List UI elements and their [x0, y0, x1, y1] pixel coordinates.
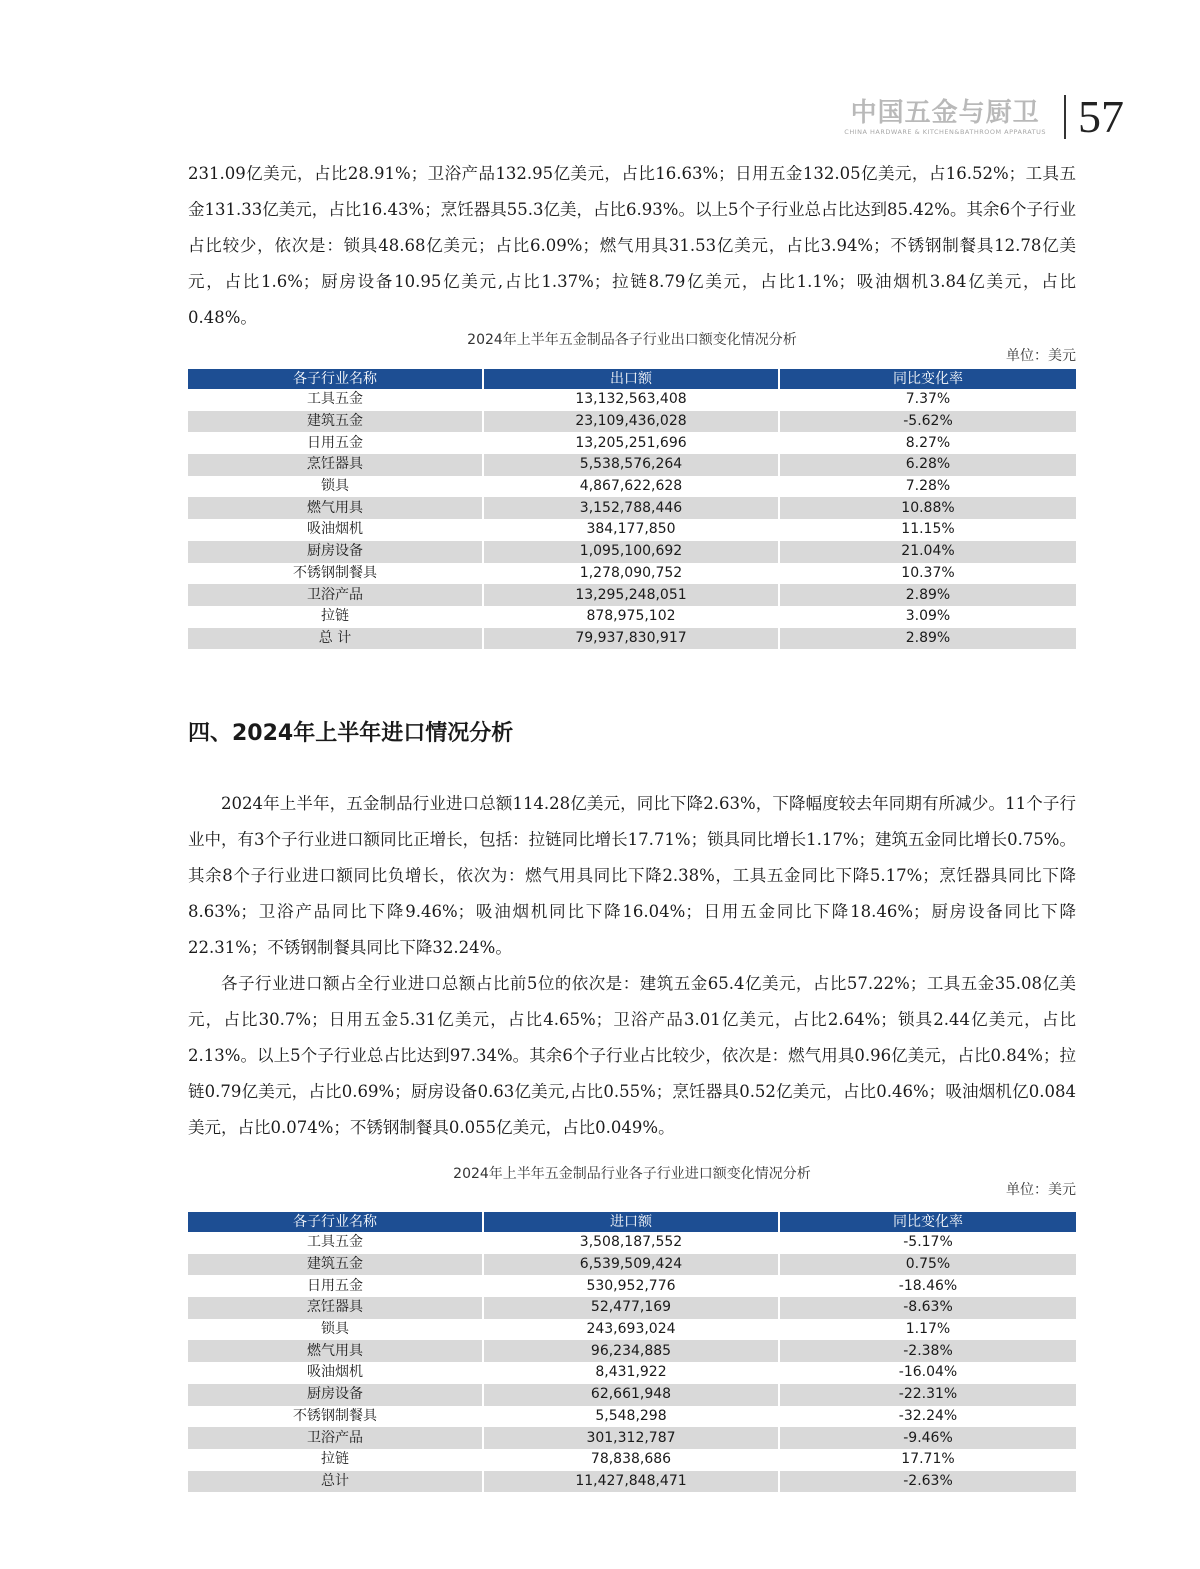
- table-cell: 燃气用具: [188, 497, 484, 519]
- table-cell: 1,278,090,752: [484, 563, 780, 585]
- page-number: 57: [1078, 91, 1124, 142]
- table-header-row: [188, 369, 1076, 389]
- table-cell: 5,548,298: [484, 1406, 780, 1428]
- table-cell: 5,538,576,264: [484, 454, 780, 476]
- table-cell: 17.71%: [780, 1449, 1076, 1471]
- table-cell: 11,427,848,471: [484, 1471, 780, 1493]
- table-cell: -8.63%: [780, 1297, 1076, 1319]
- table-cell: 1,095,100,692: [484, 541, 780, 563]
- table-cell: 建筑五金: [188, 1254, 484, 1276]
- table-cell: 96,234,885: [484, 1340, 780, 1362]
- table-cell: -2.38%: [780, 1340, 1076, 1362]
- table-row: [188, 1254, 1076, 1276]
- table-row: [188, 563, 1076, 585]
- import-table-unit: 单位：美元: [1006, 1182, 1076, 1198]
- paragraph-import-overview: 2024年上半年，五金制品行业进口总额114.28亿美元，同比下降2.63%，下降幅度较去年同期有所减少。11个子行业中，有3个子行业进口额同比正增长，包括：拉链同比增长17.71%；锁具同比增长1.17%；建筑五金同比增长0.75%。其余8个子行业进口额同比负增长，依次为：燃气用具同比下降2.38%，工具五金同比下降5.17%；烹饪器具同比下降8.63%；卫浴产品同比下降9.46%；吸油烟机同比下降16.04%；日用五金同比下降18.46%；厨房设备同比下降22.31%；不锈钢制餐具同比下降32.24%。: [188, 794, 1076, 957]
- table-total-row: [188, 1471, 1076, 1493]
- table-cell: 10.37%: [780, 563, 1076, 585]
- table-cell: 62,661,948: [484, 1384, 780, 1406]
- table-cell: 7.28%: [780, 476, 1076, 498]
- table-row: [188, 584, 1076, 606]
- column-header: 出口额: [484, 369, 780, 389]
- table-cell: 烹饪器具: [188, 1297, 484, 1319]
- table-cell: 6.28%: [780, 454, 1076, 476]
- table-cell: 不锈钢制餐具: [188, 1406, 484, 1428]
- table-cell: 烹饪器具: [188, 454, 484, 476]
- table-cell: 384,177,850: [484, 519, 780, 541]
- table-cell: 锁具: [188, 476, 484, 498]
- table-cell: 吸油烟机: [188, 1362, 484, 1384]
- export-table: [188, 369, 1076, 649]
- logo-subtitle: CHINA HARDWARE & KITCHEN&BATHROOM APPARATUS: [844, 127, 1046, 136]
- table-cell: -22.31%: [780, 1384, 1076, 1406]
- table-row: [188, 1406, 1076, 1428]
- table-row: [188, 432, 1076, 454]
- table-row: [188, 497, 1076, 519]
- column-header: 进口额: [484, 1212, 780, 1232]
- table-header-row: [188, 1212, 1076, 1232]
- header-divider: [1064, 95, 1066, 139]
- column-header: 同比变化率: [780, 369, 1076, 389]
- section-title: 四、2024年上半年进口情况分析: [188, 721, 514, 746]
- table-cell: 13,132,563,408: [484, 389, 780, 411]
- table-cell: 拉链: [188, 606, 484, 628]
- table-cell: 燃气用具: [188, 1340, 484, 1362]
- table-row: [188, 1319, 1076, 1341]
- import-table: [188, 1212, 1076, 1492]
- table-cell: 2.89%: [780, 584, 1076, 606]
- table-row: [188, 1275, 1076, 1297]
- table-cell: 厨房设备: [188, 1384, 484, 1406]
- table-row: [188, 1340, 1076, 1362]
- export-table-title: 2024年上半年五金制品各子行业出口额变化情况分析: [467, 332, 797, 348]
- table-cell: 3,152,788,446: [484, 497, 780, 519]
- table-cell: 总 计: [188, 628, 484, 650]
- table-cell: 8,431,922: [484, 1362, 780, 1384]
- table-cell: 8.27%: [780, 432, 1076, 454]
- page-header: [844, 92, 1124, 142]
- table-cell: -18.46%: [780, 1275, 1076, 1297]
- table-cell: 530,952,776: [484, 1275, 780, 1297]
- table-cell: 吸油烟机: [188, 519, 484, 541]
- table-cell: 3,508,187,552: [484, 1232, 780, 1254]
- logo-title: 中国五金与厨卫: [850, 97, 1040, 128]
- table-cell: 工具五金: [188, 1232, 484, 1254]
- table-cell: 厨房设备: [188, 541, 484, 563]
- export-table-unit: 单位：美元: [1006, 348, 1076, 364]
- table-cell: 23,109,436,028: [484, 411, 780, 433]
- paragraph-import-share: 各子行业进口额占全行业进口总额占比前5位的依次是：建筑五金65.4亿美元，占比57.22%；工具五金35.08亿美元，占比30.7%；日用五金5.31亿美元，占比4.65%；卫浴产品3.01亿美元，占比2.64%；锁具2.44亿美元，占比2.13%。以上5个子行业总占比达到97.34%。其余6个子行业占比较少，依次是：燃气用具0.96亿美元，占比0.84%；拉链0.79亿美元，占比0.69%；厨房设备0.63亿美元,占比0.55%；烹饪器具0.52亿美元，占比0.46%；吸油烟机亿0.084美元，占比0.074%；不锈钢制餐具0.055亿美元，占比0.049%。: [188, 974, 1076, 1137]
- column-header: 各子行业名称: [188, 1212, 484, 1232]
- table-cell: 21.04%: [780, 541, 1076, 563]
- table-row: [188, 1449, 1076, 1471]
- table-cell: 不锈钢制餐具: [188, 563, 484, 585]
- table-cell: 总计: [188, 1471, 484, 1493]
- table-cell: 建筑五金: [188, 411, 484, 433]
- table-cell: 301,312,787: [484, 1427, 780, 1449]
- table-cell: 78,838,686: [484, 1449, 780, 1471]
- table-row: [188, 1297, 1076, 1319]
- table-cell: 0.75%: [780, 1254, 1076, 1276]
- table-cell: 11.15%: [780, 519, 1076, 541]
- table-cell: 1.17%: [780, 1319, 1076, 1341]
- table-cell: 79,937,830,917: [484, 628, 780, 650]
- table-cell: 13,205,251,696: [484, 432, 780, 454]
- table-row: [188, 454, 1076, 476]
- table-cell: 工具五金: [188, 389, 484, 411]
- table-row: [188, 411, 1076, 433]
- table-cell: -16.04%: [780, 1362, 1076, 1384]
- table-cell: 锁具: [188, 1319, 484, 1341]
- table-cell: -9.46%: [780, 1427, 1076, 1449]
- table-row: [188, 476, 1076, 498]
- table-cell: 卫浴产品: [188, 584, 484, 606]
- table-cell: 拉链: [188, 1449, 484, 1471]
- table-cell: -5.62%: [780, 411, 1076, 433]
- table-cell: -2.63%: [780, 1471, 1076, 1493]
- table-cell: -5.17%: [780, 1232, 1076, 1254]
- paragraph-export-share: 231.09亿美元，占比28.91%；卫浴产品132.95亿美元，占比16.63%；日用五金132.05亿美元，占16.52%；工具五金131.33亿美元，占比16.43%；烹饪器具55.3亿美，占比6.93%。以上5个子行业总占比达到85.42%。其余6个子行业占比较少，依次是：锁具48.68亿美元；占比6.09%；燃气用具31.53亿美元，占比3.94%；不锈钢制餐具12.78亿美元，占比1.6%；厨房设备10.95亿美元,占比1.37%；拉链8.79亿美元，占比1.1%；吸油烟机3.84亿美元，占比0.48%。: [188, 164, 1076, 327]
- table-cell: 日用五金: [188, 1275, 484, 1297]
- table-row: [188, 1362, 1076, 1384]
- table-cell: 243,693,024: [484, 1319, 780, 1341]
- table-row: [188, 1232, 1076, 1254]
- table-cell: 卫浴产品: [188, 1427, 484, 1449]
- table-row: [188, 606, 1076, 628]
- table-cell: 日用五金: [188, 432, 484, 454]
- table-total-row: [188, 628, 1076, 650]
- table-row: [188, 541, 1076, 563]
- magazine-logo: [844, 98, 1046, 137]
- table-cell: 6,539,509,424: [484, 1254, 780, 1276]
- table-cell: 7.37%: [780, 389, 1076, 411]
- table-cell: 13,295,248,051: [484, 584, 780, 606]
- table-cell: 10.88%: [780, 497, 1076, 519]
- table-cell: 2.89%: [780, 628, 1076, 650]
- table-row: [188, 519, 1076, 541]
- column-header: 同比变化率: [780, 1212, 1076, 1232]
- table-cell: 3.09%: [780, 606, 1076, 628]
- table-row: [188, 389, 1076, 411]
- table-cell: 52,477,169: [484, 1297, 780, 1319]
- table-cell: -32.24%: [780, 1406, 1076, 1428]
- table-cell: 878,975,102: [484, 606, 780, 628]
- table-row: [188, 1384, 1076, 1406]
- table-row: [188, 1427, 1076, 1449]
- table-cell: 4,867,622,628: [484, 476, 780, 498]
- column-header: 各子行业名称: [188, 369, 484, 389]
- import-table-title: 2024年上半年五金制品行业各子行业进口额变化情况分析: [453, 1166, 811, 1182]
